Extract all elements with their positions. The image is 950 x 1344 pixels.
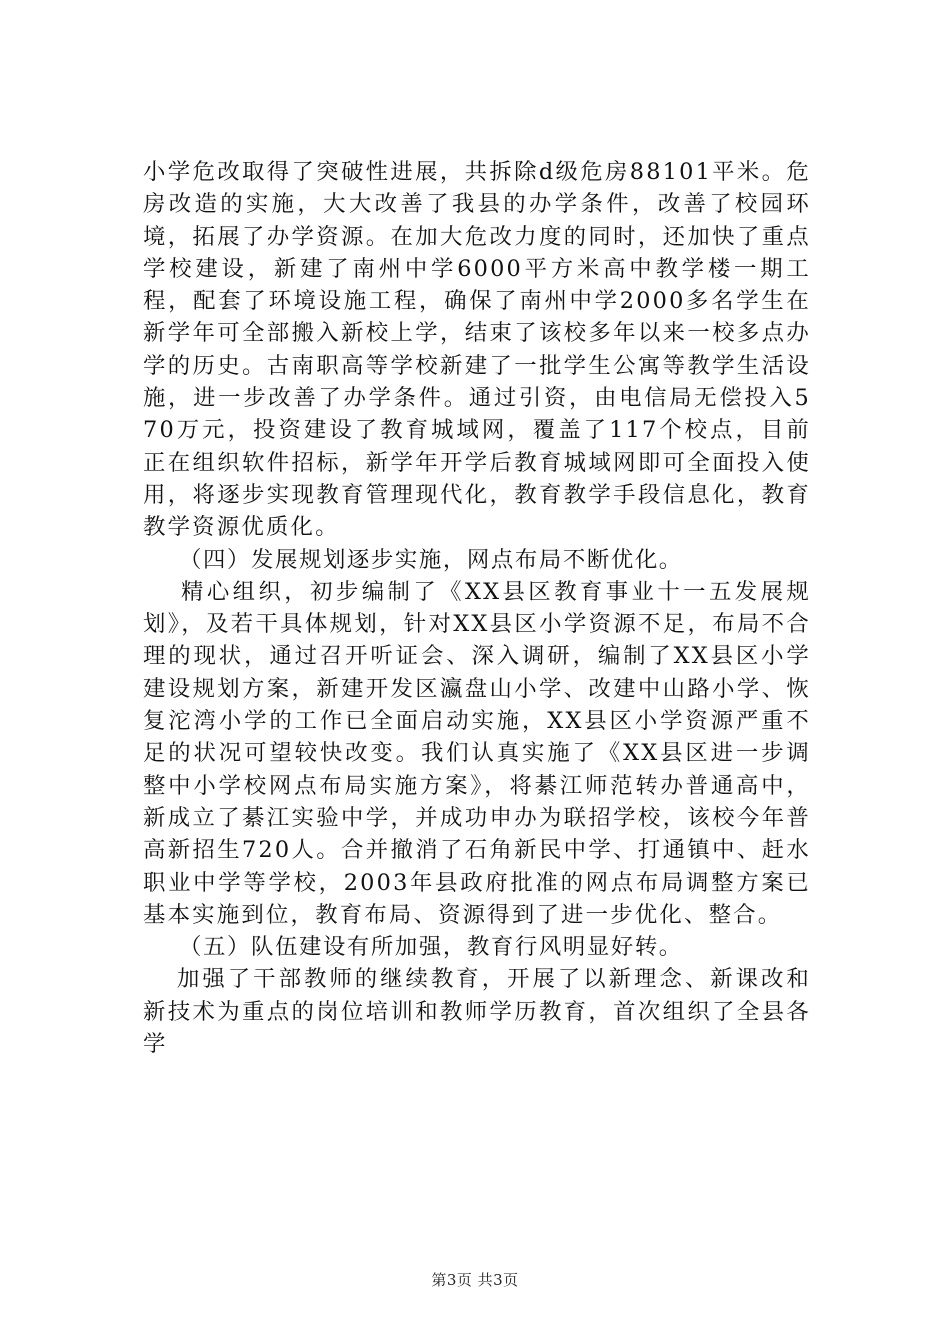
section-heading-5: （五）队伍建设有所加强，教育行风明显好转。 [179,934,683,961]
body-paragraph-1: 小学危改取得了突破性进展，共拆除d级危房88101平米。危房改造的实施，大大改善了我县的办学条件，改善了校园环境，拓展了办学资源。在加大危改力度的同时，还加快了重点学校建设，新建了南州中学6000平方米高中教学楼一期工程，配套了环境设施工程，确保了南州中学2000多名学生在新学年可全部搬入新校上学，结束了该校多年以来一校多点办学的历史。古南职高等学校新建了一批学生公寓等教学生活设施，进一步改善了办学条件。通过引资，由电信局无偿投入570万元，投资建设了教育城域网，覆盖了117个校点，目前正在组织软件招标，新学年开学后教育城域网即可全面投入使用，将逐步实现教育管理现代化，教育教学手段信息化，教育教学资源优质化。 [143,159,811,541]
document-body [143,156,811,1060]
section-heading-4: （四）发展规划逐步实施，网点布局不断优化。 [179,546,683,573]
body-paragraph-2: 精心组织，初步编制了《XX县区教育事业十一五发展规划》，及若干具体规划，针对XX县区小学资源不足，布局不合理的现状，通过召开听证会、深入调研，编制了XX县区小学建设规划方案，新建开发区瀛盘山小学、改建中山路小学、恢复沱湾小学的工作已全面启动实施，XX县区小学资源严重不足的状况可望较快改变。我们认真实施了《XX县区进一步调整中小学校网点布局实施方案》，将綦江师范转办普通高中，新成立了綦江实验中学，并成功申办为联招学校，该校今年普高新招生720人。合并撤消了石角新民中学、打通镇中、赶水职业中学等学校，2003年县政府批准的网点布局调整方案已基本实施到位，教育布局、资源得到了进一步优化、整合。 [143,578,811,928]
body-paragraph-3: 加强了干部教师的继续教育，开展了以新理念、新课改和新技术为重点的岗位培训和教师学历教育，首次组织了全县各学 [143,966,811,1058]
page-footer: 第3页 共3页 [431,1271,519,1289]
